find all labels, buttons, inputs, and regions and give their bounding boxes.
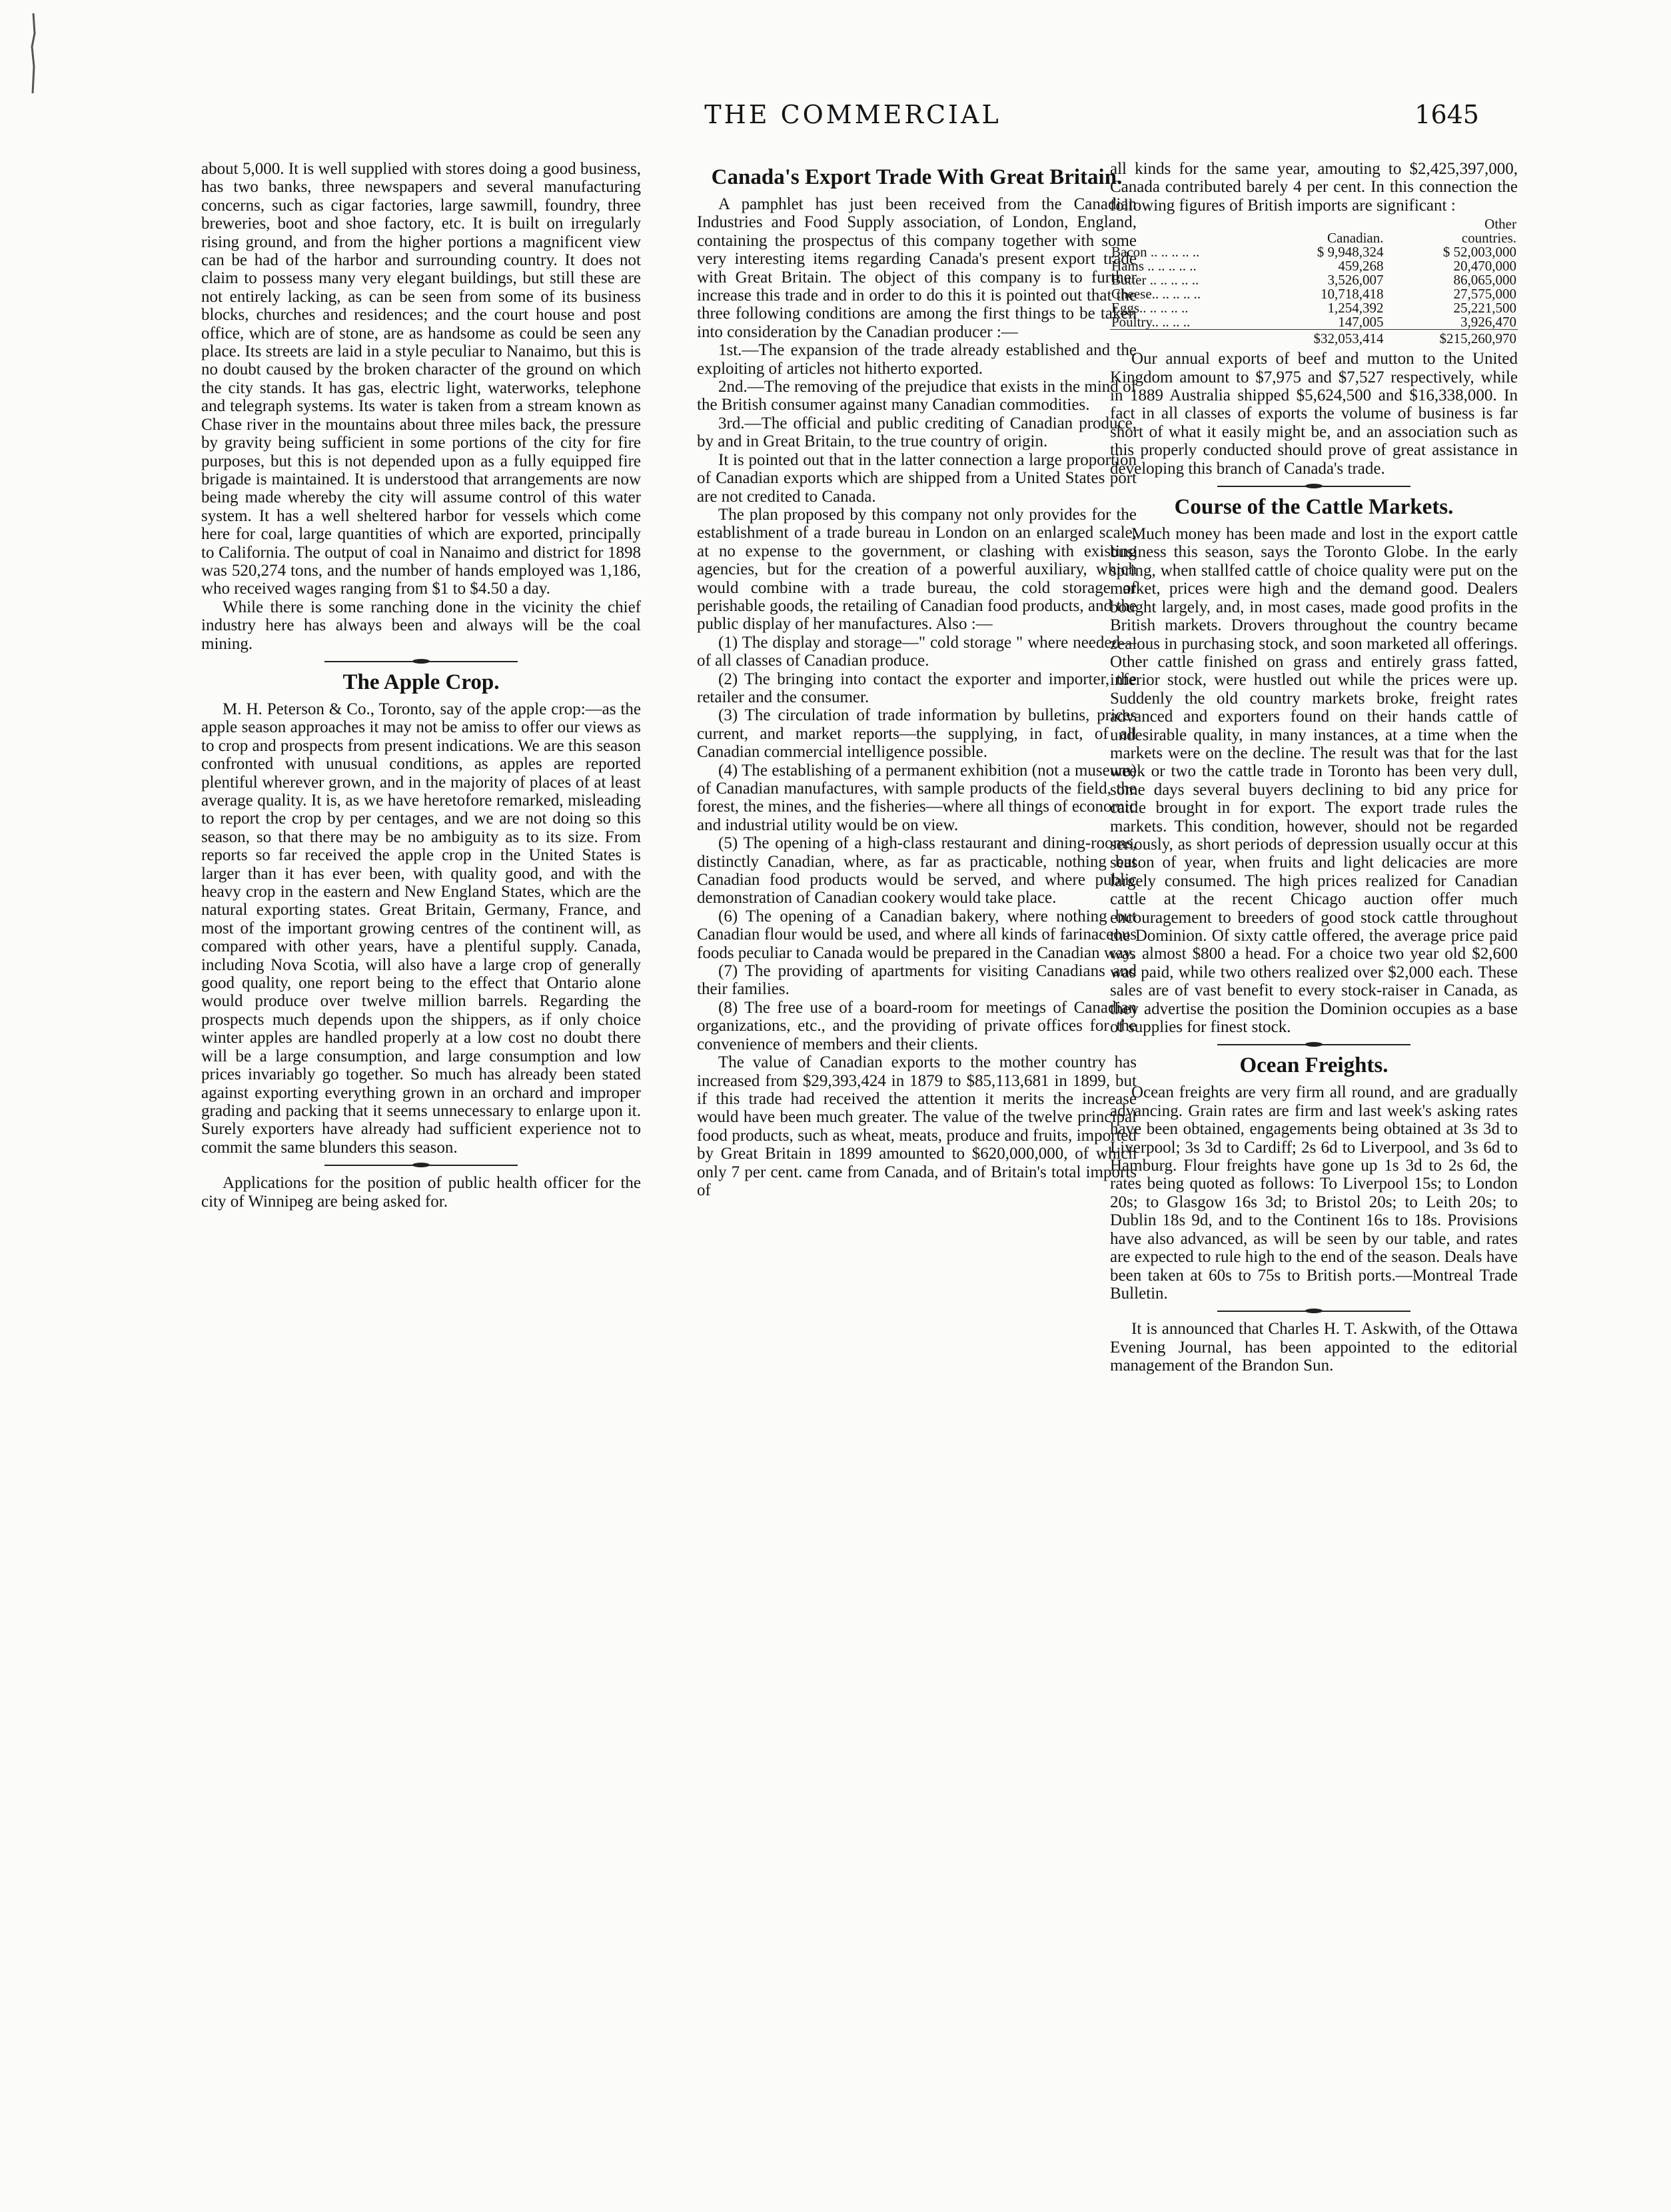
article-paragraph: (7) The providing of apartments for visiting Canadians and their families. [697, 962, 1137, 999]
publication-title: THE COMMERCIAL [704, 100, 1001, 129]
article-paragraph: all kinds for the same year, amouting to $2,425,397,000, Canada contributed barely 4 per cent. In this connection the following figures of British imports are significant : [1110, 160, 1518, 215]
article-paragraph: (1) The display and storage—" cold storage " where needed—of all classes of Canadian produce. [697, 633, 1137, 670]
cattle-markets-heading: Course of the Cattle Markets. [1174, 495, 1454, 520]
table-row [1110, 315, 1518, 330]
table-cell-canadian: 147,005 [1338, 314, 1384, 330]
table-total-canadian: $32,053,414 [1264, 330, 1385, 346]
article-paragraph: (2) The bringing into contact the exporter and importer, the retailer and the consumer. [697, 670, 1137, 706]
table-cell-other: 25,221,500 [1453, 300, 1516, 316]
article-paragraph: It is pointed out that in the latter connection a large proportion of Canadian exports which are shipped from a United States port are not credited to Canada. [697, 450, 1137, 506]
apple-crop-paragraph: M. H. Peterson & Co., Toronto, say of the apple crop:—as the apple season approaches it may not be amiss to offer our views as to crop and prospects from present indications. We are this season confronted with unusual conditions, as apples are reported plentiful wherever grown, and in the majority of places of at least average quality. It is, as we have heretofore remarked, misleading to report the crop by per centages, and we are not doing so this season, so that there may be no ambiguity as to its size. From reports so far received the apple crop in the United States is larger than it has ever been, with quality good, and with the heavy crop in the eastern and New England States, which are the natural exporting states. Great Britain, Germany, France, and most of the important growing centres of the continent will, as compared with other years, have a plentiful supply. Canada, including Nova Scotia, will also have a large crop of generally good quality, one report being to the effect that Ontario alone would produce over twelve million barrels. Regarding the prospects much depends upon the shippers, as if only choice winter apples are handled properly at a low cost no doubt there will be a large consumption, and large consumption and low prices invariably go together. So much has already been stated against exporting everything grown in an orchard and improper grading and packing that it seems unnecessary to enlarge upon it. Surely exporters have already had sufficient experience not to commit the same blunders this season. [201, 700, 641, 1157]
article-paragraph: 1st.—The expansion of the trade already established and the exploiting of articles not hitherto exported. [697, 341, 1137, 378]
table-cell-canadian: 10,718,418 [1321, 286, 1384, 302]
table-cell-other: 27,575,000 [1453, 286, 1516, 302]
table-cell-item: Hams .. .. .. .. .. [1111, 258, 1197, 275]
table-cell-canadian: 459,268 [1338, 258, 1384, 275]
article-paragraph: (8) The free use of a board-room for meetings of Canadian organizations, etc., and the providing of private offices for the convenience of members and their clients. [697, 998, 1137, 1053]
ocean-freights-heading: Ocean Freights. [1239, 1053, 1389, 1078]
apple-crop-heading: The Apple Crop. [342, 670, 500, 694]
page-header [187, 100, 1519, 140]
article-paragraph: The value of Canadian exports to the mother country has increased from $29,393,424 in 1879 to $85,113,681 in 1899, but if this trade had received the attention it merits the increase would have been much greater. The value of the twelve principal food products, such as wheat, meats, produce and fruits, imported by Great Britain in 1899 amounted to $620,000,000, of which only 7 per cent. came from Canada, and of Britain's total imports of [697, 1053, 1137, 1199]
ranching-paragraph: While there is some ranching done in the vicinity the chief industry here has always been and always will be the coal mining. [201, 598, 641, 653]
page-number: 1645 [1414, 100, 1479, 129]
table-row [1110, 273, 1518, 287]
table-row [1110, 245, 1518, 259]
table-cell-item: Butter .. .. .. .. .. [1111, 272, 1199, 288]
section-divider [1217, 1043, 1410, 1047]
article-paragraph: 3rd.—The official and public crediting of Canadian produce, by and in Great Britain, to the true country of origin. [697, 414, 1137, 451]
table-header-countries: countries. [1461, 230, 1516, 247]
article-paragraph: The plan proposed by this company not only provides for the establishment of a trade bureau in London on an enlarged scale, at no expense to the government, or clashing with existing agencies, but for the creation of a powerful auxiliary, which would combine with a trade bureau, the cold storage of perishable goods, the retailing of Canadian food products, and the public display of her manufactures. Also :— [697, 505, 1137, 634]
column-middle [697, 160, 1137, 2212]
table-cell-other: 86,065,000 [1453, 272, 1516, 288]
table-row [1110, 301, 1518, 315]
table-cell-canadian: 3,526,007 [1327, 272, 1384, 288]
applications-paragraph: Applications for the position of public health officer for the city of Winnipeg are being asked for. [201, 1174, 641, 1211]
table-row [1110, 259, 1518, 273]
table-cell-item: Cheese.. .. .. .. .. [1111, 286, 1201, 302]
table-cell-canadian: 1,254,392 [1327, 300, 1384, 316]
british-imports-table [1110, 217, 1518, 346]
column-left [201, 160, 641, 1999]
table-cell-item: Eggs.. .. .. .. .. [1111, 300, 1189, 316]
article-paragraph: A pamphlet has just been received from the Canadian Industries and Food Supply association, of London, England, containing the prospectus of this company together with some very interesting items regarding Canada's present export trade with Great Britain. The object of this company is to further increase this trade and in order to do this it is pointed out that the three following conditions are among the first things to be taken into consideration by the Canadian producer :— [697, 195, 1137, 341]
section-divider [324, 1163, 518, 1167]
table-header-other: Other [1484, 216, 1516, 233]
export-trade-heading: Canada's Export Trade With Great Britain. [711, 165, 1123, 189]
table-cell-canadian: $ 9,948,324 [1317, 244, 1384, 261]
section-divider [1217, 1309, 1410, 1313]
table-cell-other: 20,470,000 [1453, 258, 1516, 275]
table-total-row [1110, 330, 1518, 346]
ocean-freights-paragraph: Ocean freights are very firm all round, and are gradually advancing. Grain rates are firm and last week's asking rates have been obtained, engagements being obtained at 3s 3d to Liverpool; 3s 3d to Cardiff; 2s 6d to Liverpool, and 3s 6d to Hamburg. Flour freights have gone up 1s 3d to 2s 6d, the rates being quoted as follows: To Liverpool 15s; to London 20s; to Glasgow 16s 3d; to Bristol 20s; to Leith 20s; to Dublin 18s 9d, and to the Continent 16s to 18s. Provisions have also advanced, as will be seen by our table, and rates are expected to rule high to the end of the season. Deals have been taken at 60s to 75s to British ports.—Montreal Trade Bulletin. [1110, 1083, 1518, 1303]
table-cell-item: Poultry.. .. .. .. [1111, 314, 1191, 330]
article-paragraph: Our annual exports of beef and mutton to the United Kingdom amount to $7,975 and $7,527 respectively, while in 1889 Australia shipped $5,624,500 and $16,338,000. In fact in all classes of exports the volume of business is far short of what it easily might be, and an association such as this properly conducted should prove of great assistance in developing this branch of Canada's trade. [1110, 350, 1518, 478]
table-total-other: $215,260,970 [1385, 330, 1518, 346]
table-cell-other: $ 52,003,000 [1442, 244, 1516, 261]
column-right [1110, 160, 1518, 2025]
table-cell-other: 3,926,470 [1460, 314, 1516, 330]
article-paragraph: (5) The opening of a high-class restaurant and dining-rooms, distinctly Canadian, where, as far as practicable, nothing but Canadian food products would be served, and where public demonstration of Canadian cookery would take place. [697, 834, 1137, 907]
cattle-markets-paragraph: Much money has been made and lost in the export cattle business this season, says the Toronto Globe. In the early spring, when stallfed cattle of choice quality were put on the market, prices were high and the demand good. Dealers bought largely, and, in most cases, made good profits in the British markets. Drovers throughout the country became zealous in purchasing stock, and soon marketed all offerings. Other cattle finished on grass and entirely grass fatted, inferior stock, were hustled out while the prices were up. Suddenly the old country markets broke, freight rates advanced and exporters found on their hands cattle of undesirable quality, in many instances, at a time when the markets were on the decline. The result was that for the last week or two the cattle trade in Toronto has been very dull, some days several buyers declining to bid any price for cattle brought in for export. The export trade rules the markets. This condition, however, should not be regarded seriously, as short periods of depression usually occur at this season of year, when fruits and light delicacies are more largely consumed. The high prices realized for Canadian cattle at the recent Chicago auction offer much encouragement to breeders of good stock cattle throughout the Dominion. Of sixty cattle offered, the average price paid was almost $800 a head. For a choice two year old $2,600 was paid, while two others realized over $2,000 each. These sales are of vast benefit to every stock-raiser in Canada, as they advertise the position the Dominion occupies as a base of supplies for finest stock. [1110, 525, 1518, 1037]
margin-smudge [27, 13, 40, 93]
article-paragraph: 2nd.—The removing of the prejudice that exists in the mind of the British consumer against many Canadian commodities. [697, 378, 1137, 414]
table-row [1110, 287, 1518, 301]
askwith-paragraph: It is announced that Charles H. T. Askwith, of the Ottawa Evening Journal, has been appointed to the editorial management of the Brandon Sun. [1110, 1320, 1518, 1375]
article-paragraph: (3) The circulation of trade information by bulletins, prices current, and market reports—the supplying, in fact, of all Canadian commercial intelligence possible. [697, 706, 1137, 762]
section-divider [324, 660, 518, 664]
article-paragraph: (4) The establishing of a permanent exhibition (not a museum) of Canadian manufactures, with sample products of the field, the forest, the mines, and the fisheries—where all things of economic and industrial utility would be on view. [697, 761, 1137, 834]
nanaimo-paragraph: about 5,000. It is well supplied with stores doing a good business, has two banks, three newspapers and several manufacturing concerns, such as cigar factories, large sawmill, foundry, three breweries, boot and shoe factory, etc. It is built on irregularly rising ground, and from the higher portions a magnificent view can be had of the harbor and surrounding country. It does not claim to possess many very elegant buildings, but still these are not entirely lacking, as can be seen from some of its business blocks, churches and residences; and the court house and post office, which are of stone, are as handsome as could be seen any place. Its streets are laid in a style peculiar to Nanaimo, but this is no doubt caused by the broken character of the ground on which the city stands. It has gas, electric light, waterworks, telephone and telegraph systems. Its water is taken from a stream known as Chase river in the mountains about three miles back, the pressure by gravity being sufficient in some portions of the city for fire purposes, but this is not depended upon as a fully equipped fire brigade is maintained. It is understood that arrangements are now being made whereby the city will assume control of this water system. It has a well sheltered harbor for vessels which come here for coal, large quantities of which are exported, principally to California. The output of coal in Nanaimo and district for 1898 was 520,274 tons, and the number of hands employed was 1,186, who received wages ranging from $1 to $4.50 a day. [201, 160, 641, 598]
article-paragraph: (6) The opening of a Canadian bakery, where nothing but Canadian flour would be used, and where all kinds of farinaceous foods peculiar to Canada would be prepared in the Canadian way. [697, 907, 1137, 962]
table-cell-item: Bacon .. .. .. .. .. [1111, 244, 1200, 261]
table-header-canadian: Canadian. [1327, 230, 1384, 247]
section-divider [1217, 484, 1410, 488]
